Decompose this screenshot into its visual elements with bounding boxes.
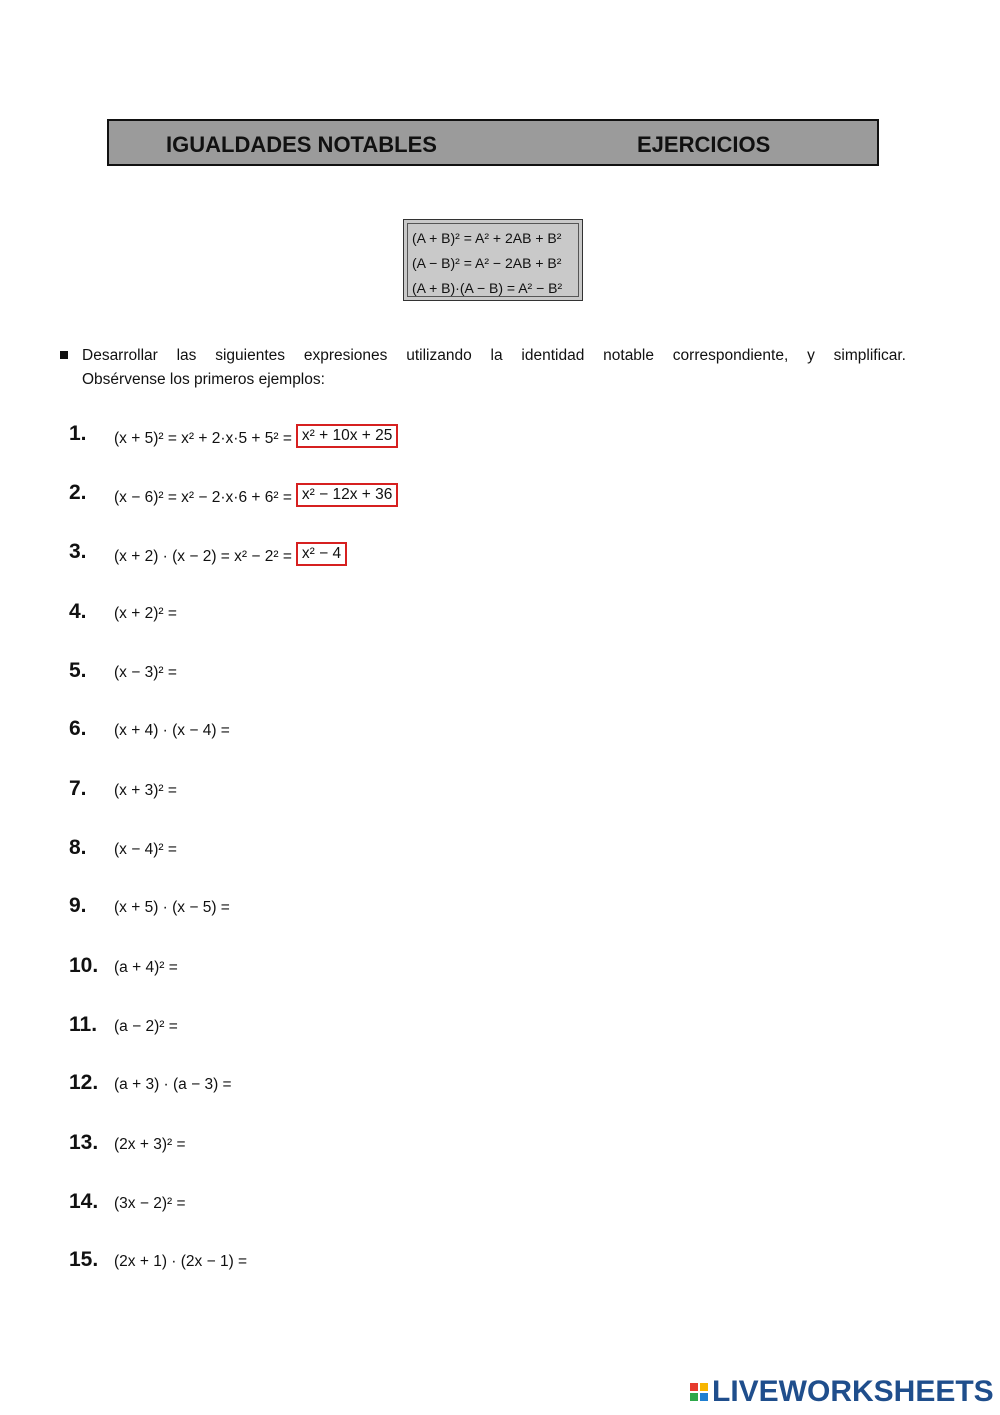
exercise-expression: (x + 5)² = x² + 2·x·5 + 5² =: [114, 430, 292, 447]
exercise-expression: (x − 6)² = x² − 2·x·6 + 6² =: [114, 489, 292, 506]
exercise-number: 13.: [69, 1131, 99, 1154]
exercise-number: 5.: [69, 659, 87, 682]
exercise-expression[interactable]: (a − 2)² =: [114, 1018, 178, 1035]
bullet-icon: [60, 351, 68, 359]
formula-square-sum: (A + B)² = A² + 2AB + B²: [412, 230, 562, 246]
exercise-expression[interactable]: (x − 3)² =: [114, 664, 177, 681]
exercise-number: 9.: [69, 894, 87, 917]
answer-box: x² − 4: [296, 542, 347, 566]
exercise-number: 2.: [69, 481, 87, 504]
exercise-number: 6.: [69, 717, 87, 740]
title-topic: IGUALDADES NOTABLES: [166, 132, 437, 157]
title-banner: [107, 119, 879, 166]
exercise-expression[interactable]: (2x + 3)² =: [114, 1136, 186, 1153]
exercise-number: 8.: [69, 836, 87, 859]
exercise-number: 12.: [69, 1071, 99, 1094]
exercise-expression[interactable]: (3x − 2)² =: [114, 1195, 186, 1212]
instruction-line-1: Desarrollar las siguientes expresiones utilizando la identidad notable correspondiente, y simplificar.: [82, 347, 906, 364]
exercise-expression[interactable]: (a + 4)² =: [114, 959, 178, 976]
title-section: EJERCICIOS: [637, 132, 771, 157]
answer-box: x² − 12x + 36: [296, 483, 398, 507]
exercise-number: 11.: [69, 1013, 98, 1036]
formula-sum-by-difference: (A + B)·(A − B) = A² − B²: [412, 280, 563, 296]
exercise-expression[interactable]: (x + 5) · (x − 5) =: [114, 899, 230, 916]
exercise-expression[interactable]: (x − 4)² =: [114, 841, 177, 858]
exercise-expression[interactable]: (a + 3) · (a − 3) =: [114, 1076, 232, 1093]
answer-box: x² + 10x + 25: [296, 424, 398, 448]
exercise-expression[interactable]: (2x + 1) · (2x − 1) =: [114, 1253, 248, 1270]
logo-text: LIVEWORKSHEETS: [712, 1375, 994, 1408]
exercise-number: 14.: [69, 1190, 99, 1213]
exercise-number: 4.: [69, 600, 87, 623]
formula-square-difference: (A − B)² = A² − 2AB + B²: [412, 255, 562, 271]
liveworksheets-logo: [690, 1375, 994, 1409]
exercise-number: 15.: [69, 1248, 99, 1271]
formula-box: [403, 219, 583, 301]
instruction-line-2: Obsérvense los primeros ejemplos:: [82, 371, 325, 388]
exercise-number: 3.: [69, 540, 87, 563]
logo-squares-icon: [690, 1383, 708, 1401]
exercise-number: 10.: [69, 954, 99, 977]
exercise-expression[interactable]: (x + 2)² =: [114, 605, 177, 622]
exercise-expression[interactable]: (x + 3)² =: [114, 782, 177, 799]
exercise-expression[interactable]: (x + 4) · (x − 4) =: [114, 722, 230, 739]
exercise-number: 7.: [69, 777, 87, 800]
exercise-expression: (x + 2) · (x − 2) = x² − 2² =: [114, 548, 292, 565]
exercise-number: 1.: [69, 422, 87, 445]
